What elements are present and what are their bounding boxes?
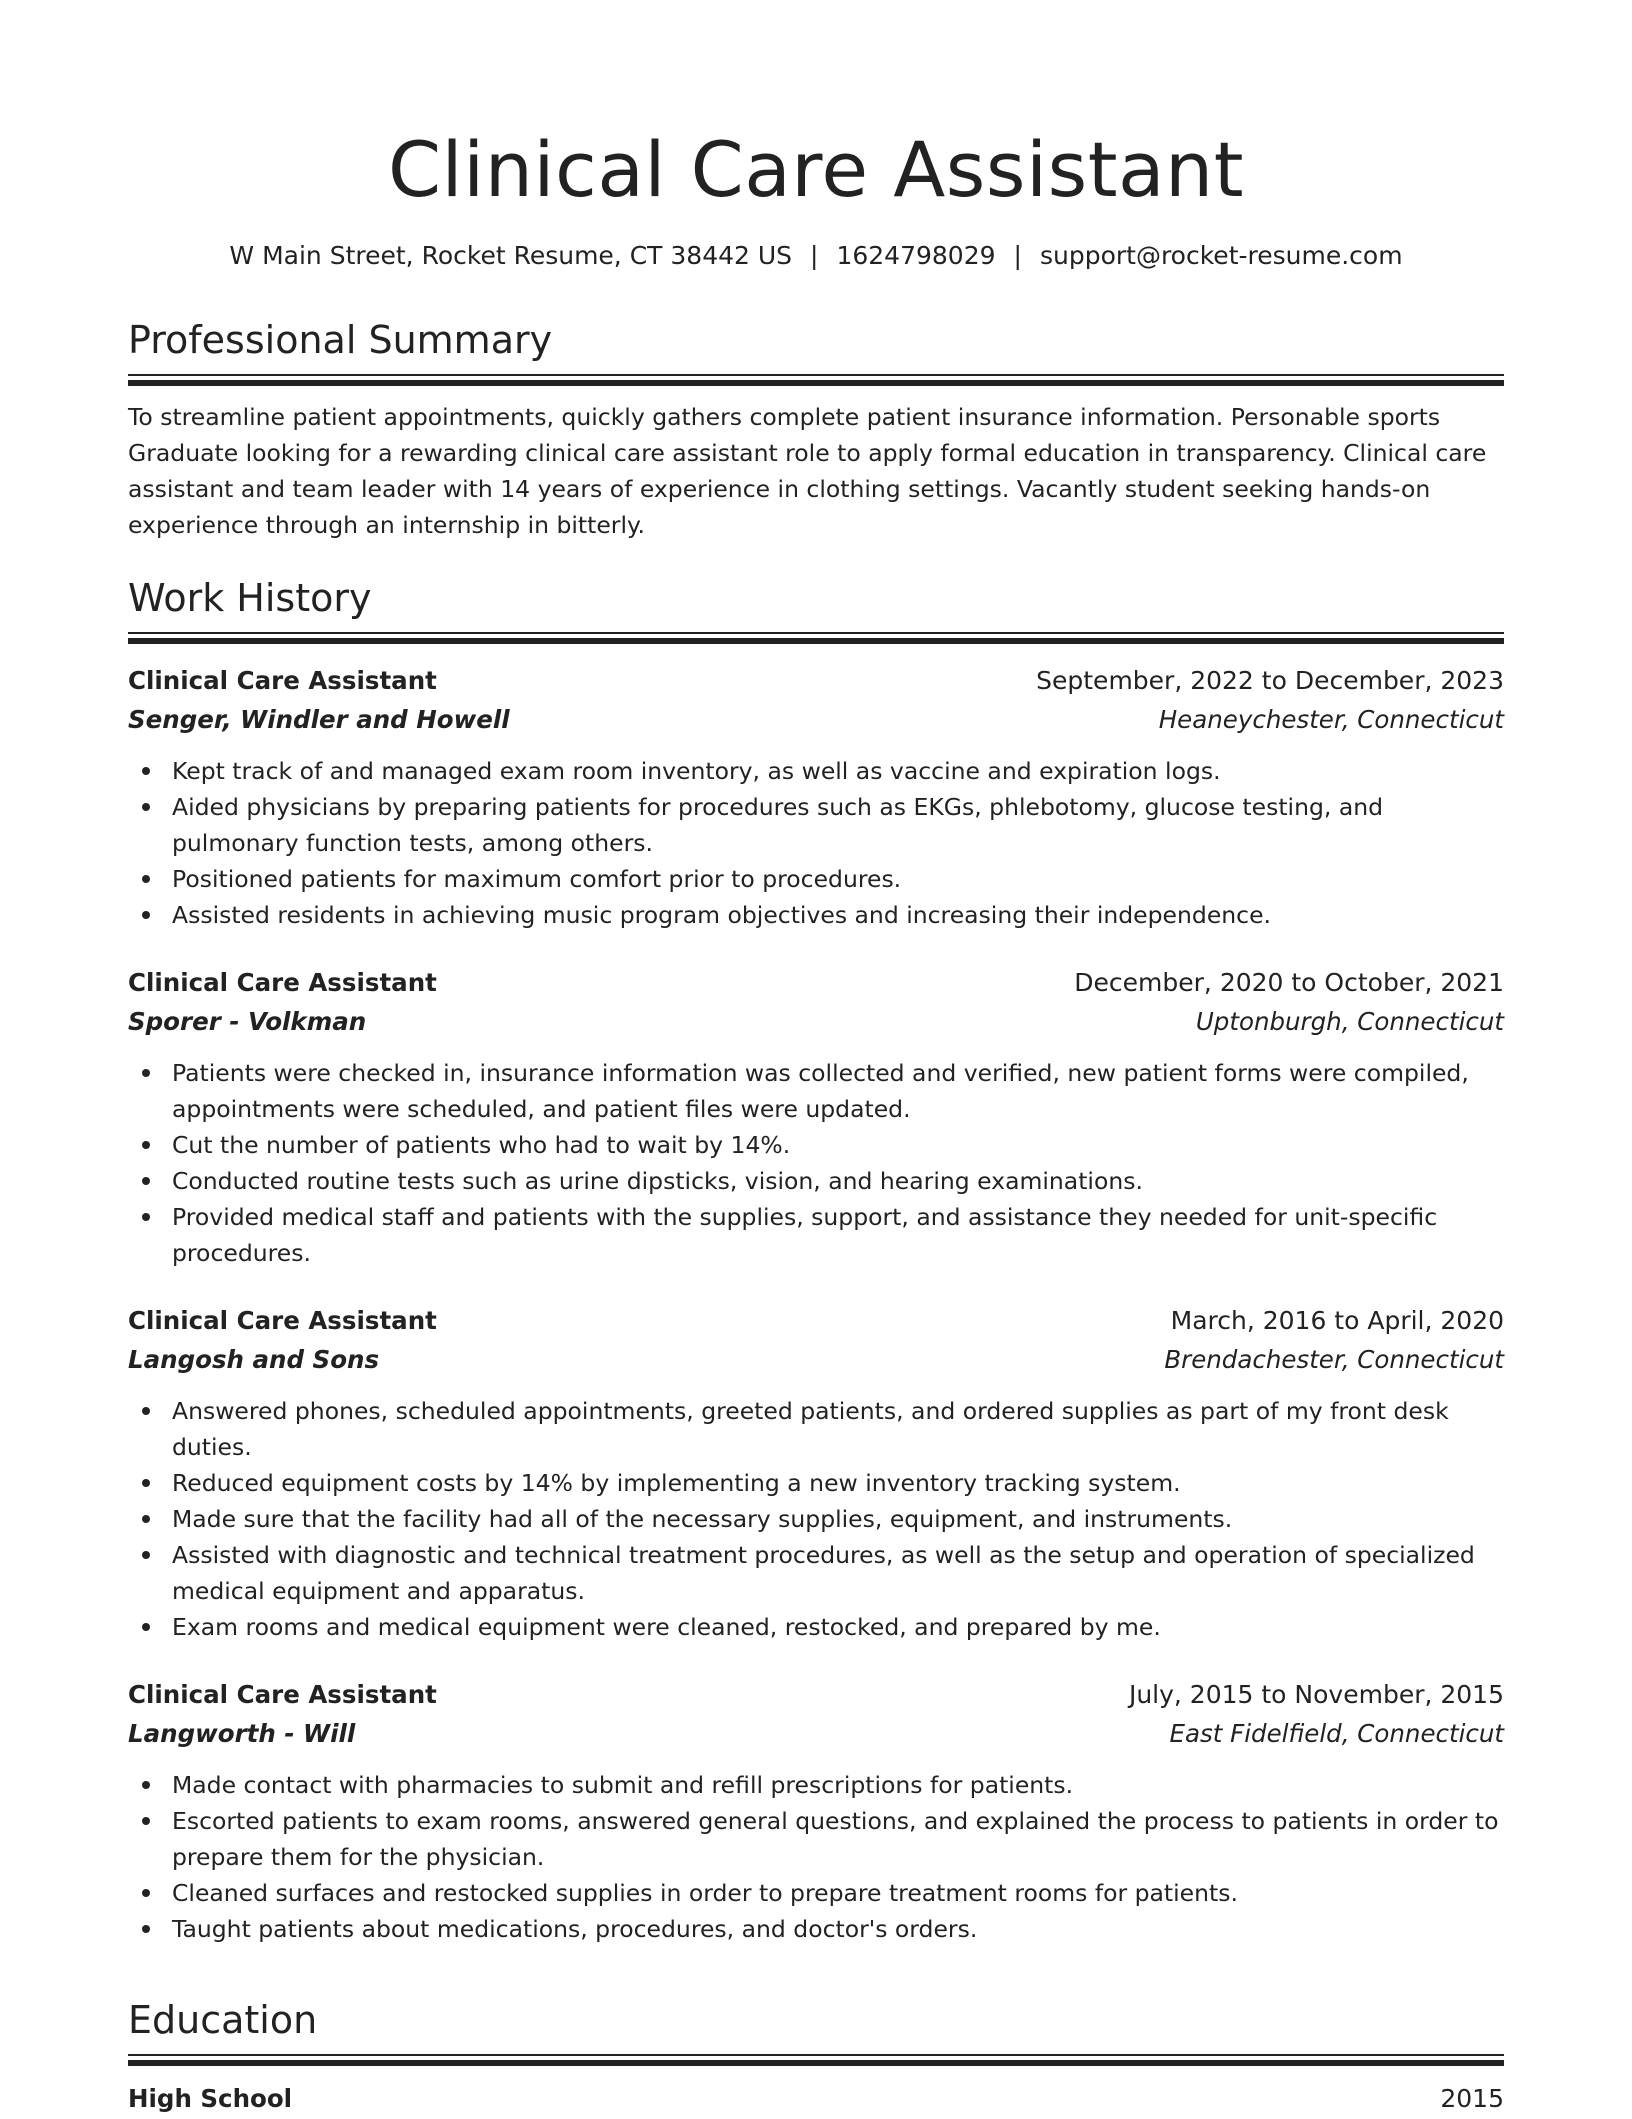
job-dates: July, 2015 to November, 2015 bbox=[1128, 1680, 1504, 1709]
job-location: East Fidelfield, Connecticut bbox=[1169, 1719, 1504, 1748]
contact-line bbox=[128, 238, 1504, 274]
contact-separator: | bbox=[810, 241, 819, 270]
job-bullets bbox=[128, 753, 1504, 933]
contact-separator: | bbox=[1013, 241, 1022, 270]
job-bullet: Aided physicians by preparing patients for procedures such as EKGs, phlebotomy, glucose testing, and pulmonary function tests, among others. bbox=[172, 789, 1504, 861]
job-bullet: Positioned patients for maximum comfort prior to procedures. bbox=[172, 861, 1504, 897]
job-entry bbox=[128, 661, 1504, 933]
section-divider bbox=[128, 2054, 1504, 2065]
job-company: Senger, Windler and Howell bbox=[128, 705, 510, 734]
job-company: Langosh and Sons bbox=[128, 1345, 380, 1374]
summary-section bbox=[128, 316, 1504, 543]
job-bullets bbox=[128, 1767, 1504, 1947]
contact-address: W Main Street, Rocket Resume, CT 38442 US bbox=[229, 241, 793, 270]
job-bullet: Provided medical staff and patients with the supplies, support, and assistance they needed for unit-specific procedures. bbox=[172, 1199, 1504, 1271]
resume-title: Clinical Care Assistant bbox=[387, 125, 1245, 214]
job-title: Clinical Care Assistant bbox=[128, 1306, 437, 1335]
job-bullet: Cleaned surfaces and restocked supplies in order to prepare treatment rooms for patients. bbox=[172, 1875, 1504, 1911]
job-bullet: Kept track of and managed exam room inventory, as well as vaccine and expiration logs. bbox=[172, 753, 1504, 789]
job-bullet: Answered phones, scheduled appointments, greeted patients, and ordered supplies as part of my front desk duties. bbox=[172, 1393, 1504, 1465]
job-bullet: Cut the number of patients who had to wait by 14%. bbox=[172, 1127, 1504, 1163]
job-bullet: Taught patients about medications, procedures, and doctor's orders. bbox=[172, 1911, 1504, 1947]
job-bullet: Exam rooms and medical equipment were cleaned, restocked, and prepared by me. bbox=[172, 1609, 1504, 1645]
job-company: Sporer - Volkman bbox=[128, 1007, 367, 1036]
job-bullet: Conducted routine tests such as urine dipsticks, vision, and hearing examinations. bbox=[172, 1163, 1504, 1199]
job-location: Brendachester, Connecticut bbox=[1164, 1345, 1504, 1374]
contact-email: support@rocket-resume.com bbox=[1039, 241, 1403, 270]
job-title: Clinical Care Assistant bbox=[128, 968, 437, 997]
job-entry bbox=[128, 963, 1504, 1271]
job-company: Langworth - Will bbox=[128, 1719, 356, 1748]
job-entry bbox=[128, 1675, 1504, 1947]
job-title: Clinical Care Assistant bbox=[128, 666, 437, 695]
job-bullets bbox=[128, 1393, 1504, 1645]
job-bullet: Assisted residents in achieving music program objectives and increasing their independence. bbox=[172, 897, 1504, 933]
job-bullet: Made contact with pharmacies to submit and refill prescriptions for patients. bbox=[172, 1767, 1504, 1803]
education-degree: High School bbox=[128, 2084, 293, 2113]
job-bullet: Assisted with diagnostic and technical treatment procedures, as well as the setup and operation of specialized medical equipment and apparatus. bbox=[172, 1537, 1504, 1609]
job-bullets bbox=[128, 1055, 1504, 1271]
job-entry bbox=[128, 1301, 1504, 1645]
job-bullet: Patients were checked in, insurance information was collected and verified, new patient forms were compiled, appointments were scheduled, and patient files were updated. bbox=[172, 1055, 1504, 1127]
work-history-section bbox=[128, 574, 1504, 1947]
resume-page bbox=[128, 0, 1504, 2112]
contact-phone: 1624798029 bbox=[836, 241, 996, 270]
job-bullet: Made sure that the facility had all of the necessary supplies, equipment, and instruments. bbox=[172, 1501, 1504, 1537]
job-dates: December, 2020 to October, 2021 bbox=[1074, 968, 1504, 997]
job-location: Uptonburgh, Connecticut bbox=[1195, 1007, 1504, 1036]
section-divider bbox=[128, 374, 1504, 385]
job-dates: March, 2016 to April, 2020 bbox=[1170, 1306, 1504, 1335]
job-title: Clinical Care Assistant bbox=[128, 1680, 437, 1709]
section-heading-work: Work History bbox=[128, 576, 372, 620]
education-year: 2015 bbox=[1440, 2084, 1504, 2113]
job-bullet: Escorted patients to exam rooms, answered general questions, and explained the process to patients in order to prepare them for the physician. bbox=[172, 1803, 1504, 1875]
summary-text: To streamline patient appointments, quickly gathers complete patient insurance information. Personable sports Graduate looking for a rewarding clinical care assistant role to apply formal education in transparency. Clinical care assistant and team leader with 14 years of experience in clothing settings. Vacantly student seeking hands-on experience through an internship in bitterly. bbox=[128, 403, 1487, 539]
job-dates: September, 2022 to December, 2023 bbox=[1036, 666, 1504, 695]
education-section bbox=[128, 1996, 1504, 2119]
section-divider bbox=[128, 632, 1504, 643]
section-heading-summary: Professional Summary bbox=[128, 318, 553, 362]
job-location: Heaneychester, Connecticut bbox=[1158, 705, 1504, 734]
job-bullet: Reduced equipment costs by 14% by implementing a new inventory tracking system. bbox=[172, 1465, 1504, 1501]
section-heading-education: Education bbox=[128, 1998, 318, 2042]
